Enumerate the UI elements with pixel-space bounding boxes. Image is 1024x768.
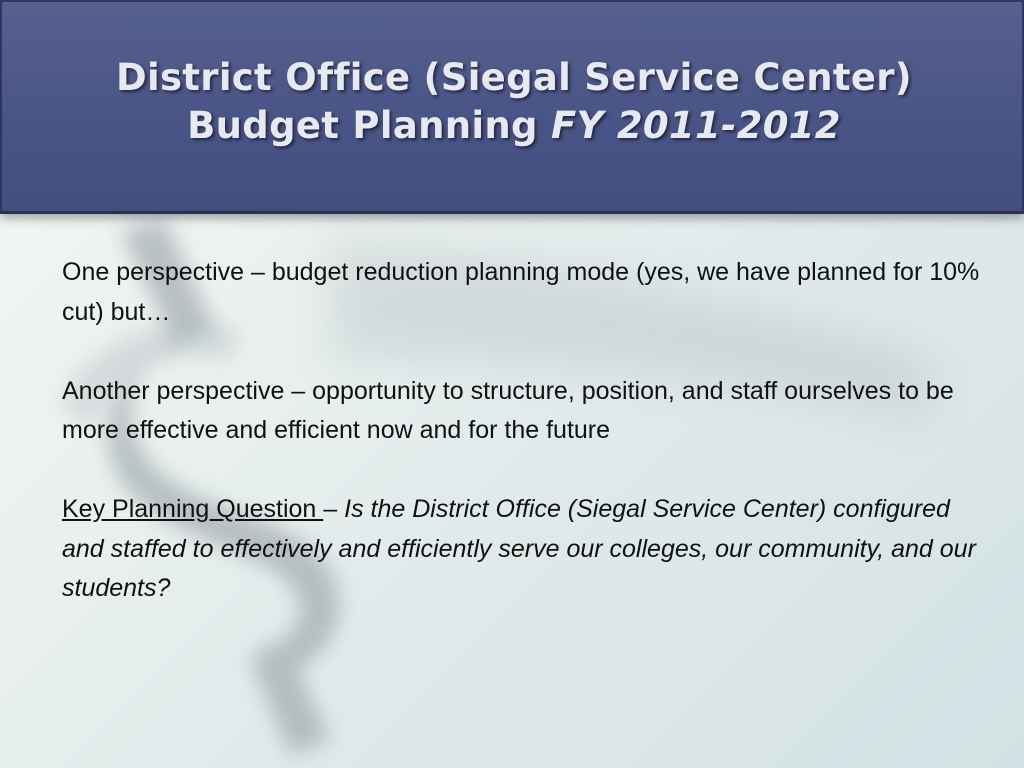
title-line-2 bbox=[2, 102, 1024, 150]
slide-title bbox=[2, 54, 1024, 150]
slide-body bbox=[62, 253, 982, 609]
key-question-label: Key Planning Question bbox=[62, 495, 324, 523]
paragraph-one-perspective: One perspective – budget reduction planning mode (yes, we have planned for 10% cut) but… bbox=[62, 258, 980, 326]
title-line-1: District Office (Siegal Service Center) bbox=[115, 56, 913, 99]
paragraph-another-perspective: Another perspective – opportunity to structure, position, and staff ourselves to be more effective and efficient now and for the future bbox=[62, 376, 954, 444]
title-banner bbox=[0, 0, 1024, 214]
key-planning-question bbox=[62, 490, 982, 609]
key-question-text: Is the District Office (Siegal Service Center) configured and staffed to effectively and efficiently serve our colleges, our community, and our students? bbox=[62, 495, 976, 602]
fiscal-year: FY 2011-2012 bbox=[550, 104, 841, 147]
spacer bbox=[62, 451, 982, 491]
spacer bbox=[62, 332, 982, 372]
key-question-dash: – bbox=[323, 495, 345, 523]
title-line-2-main: Budget Planning bbox=[187, 104, 551, 147]
